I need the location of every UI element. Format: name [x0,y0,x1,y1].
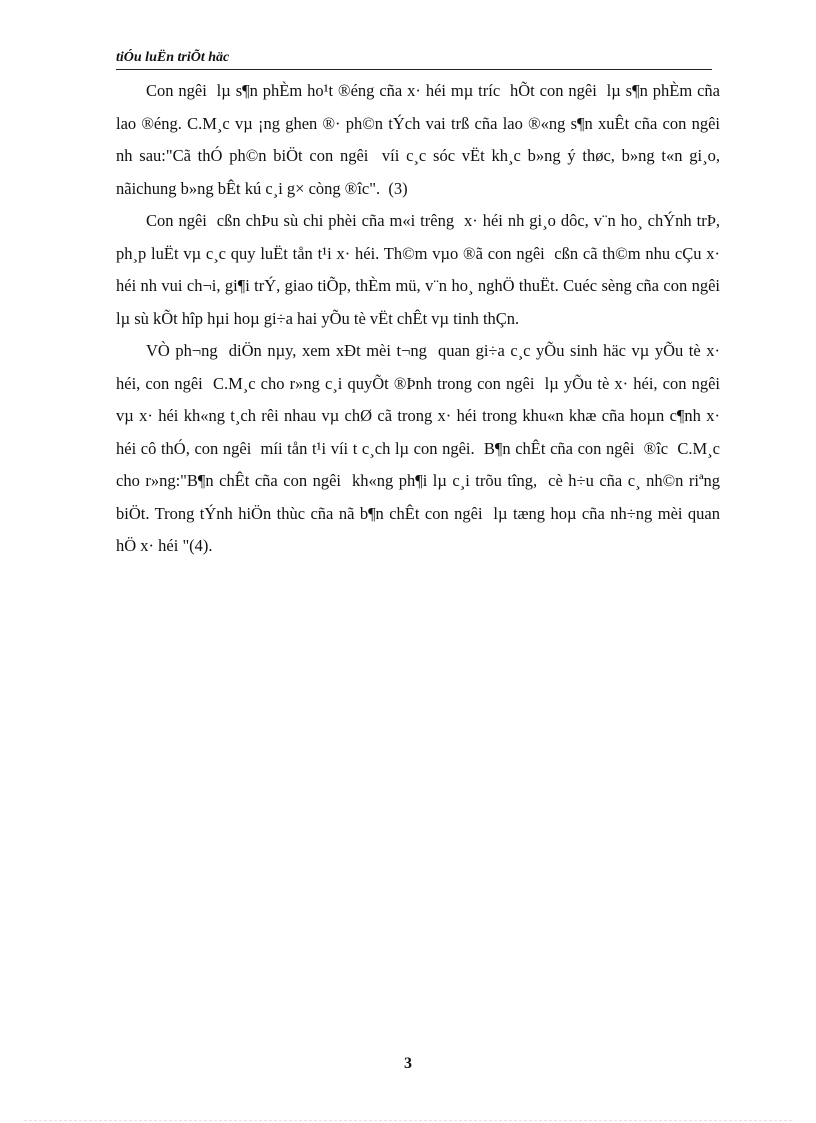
header-title: tiÓu luËn triÕt häc [116,50,230,65]
page-number: 3 [404,1055,412,1072]
running-header [116,49,712,70]
body-text [116,75,729,563]
paragraph-1: Con ngêi lµ s¶n phÈm ho¹t ®éng cña x· héi mµ tríc hÕt con ngêi lµ s¶n phÈm cña lao ®éng. C.M¸c vµ ¡ng ghen ®· ph©n tÝch vai trß cña lao ®«ng s¶n xuÊt cña con ngêi nh sau:"Cã thÓ ph©n biÖt con ngêi víi c¸c sóc vËt kh¸c b»ng ý thøc, b»ng t«n gi¸o, nãichung b»ng bÊt kú c¸i g× còng ®îc". (3) [116,81,729,198]
page-edge-divider [24,1120,792,1121]
paragraph-2: Con ngêi cßn chÞu sù chi phèi cña m«i trêng x· héi nh gi¸o dôc, v¨n ho¸ chÝnh trÞ, ph¸p luËt vµ c¸c quy luËt tån t¹i x· héi. Th©m vµo ®ã con ngêi cßn cã th©m nhu cÇu x· héi nh vui ch¬i, gi¶i trÝ, giao tiÕp, thÈm mü, v¨n ho¸ nghÖ thuËt. Cuéc sèng cña con ngêi lµ sù kÕt hîp hµi hoµ gi÷a hai yÕu tè vËt chÊt vµ tinh thÇn. [116,211,729,328]
paragraph-3: VÒ ph¬ng diÖn nµy, xem xÐt mèi t¬ng quan gi÷a c¸c yÕu sinh häc vµ yÕu tè x· héi, con ngêi C.M¸c cho r»ng c¸i quyÕt ®Þnh trong con ngêi lµ yÕu tè x· héi, con ngêi vµ x· héi kh«ng t¸ch rêi nhau vµ chØ cã trong x· héi trong khu«n khæ cña hoµn c¶nh x· héi cô thÓ, con ngêi míi tån t¹i víi t c¸ch lµ con ngêi. B¶n chÊt cña con ngêi ®îc C.M¸c cho r»ng:"B¶n chÊt cña con ngêi kh«ng ph¶i lµ c¸i trõu tîng, cè h÷u cña c¸ nh©n riªng biÖt. Trong tÝnh hiÖn thùc cña nã b¶n chÊt con ngêi lµ tæng hoµ cña nh÷ng mèi quan hÖ x· héi "(4). [116,341,729,555]
